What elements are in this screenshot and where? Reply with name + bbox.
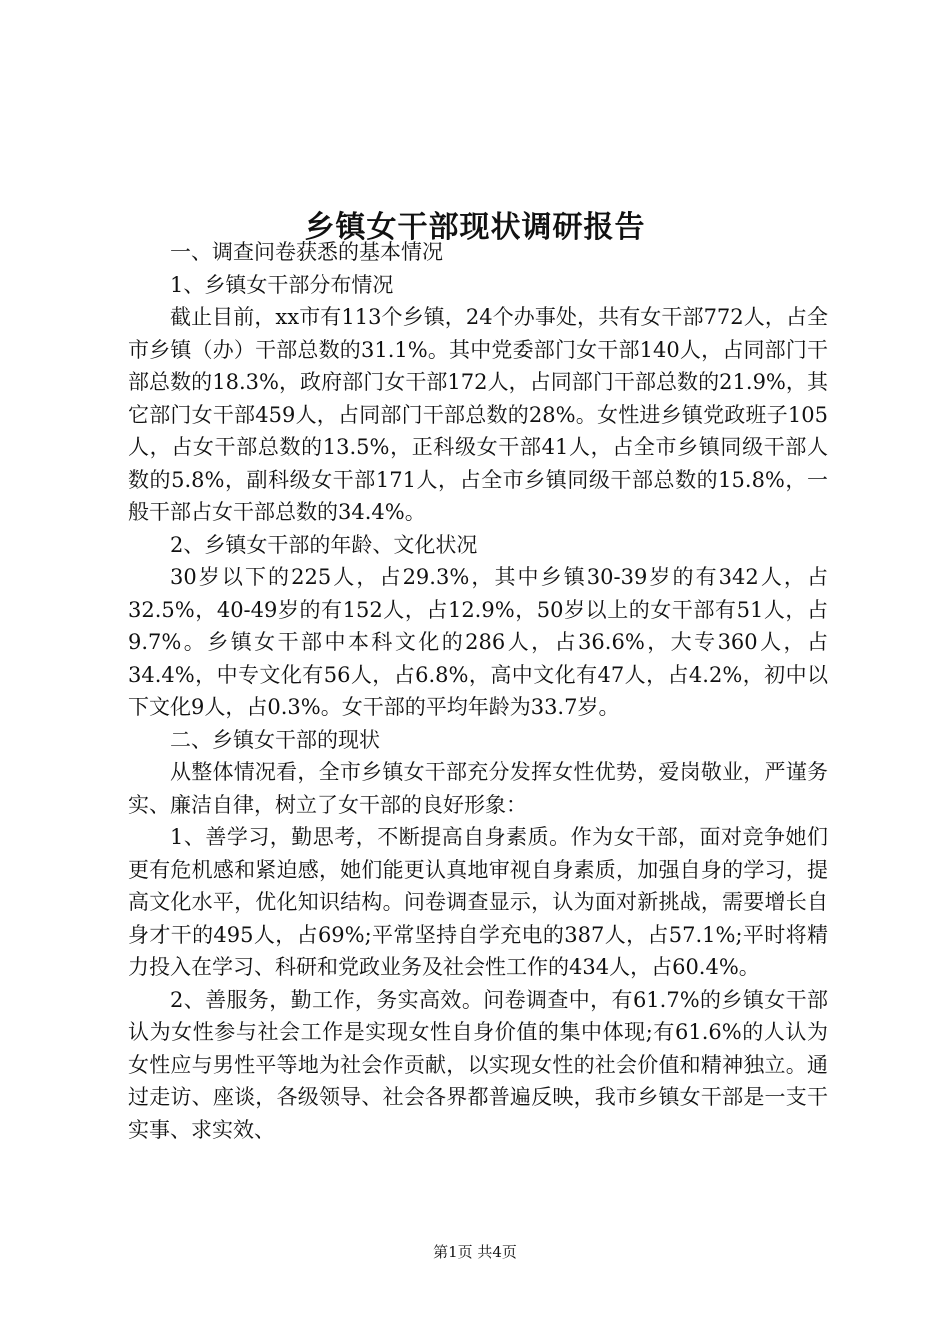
- document-body: [128, 236, 828, 1146]
- page-footer: 第1页 共4页: [433, 1243, 517, 1261]
- section-heading-1: 一、调查问卷获悉的基本情况: [170, 240, 443, 264]
- paragraph-service: 2、善服务，勤工作，务实高效。问卷调查中，有61.7%的乡镇女干部认为女性参与社会工作是实现女性自身价值的集中体现;有61.6%的人认为女性应与男性平等地为社会作贡献，以实现女性的社会价值和精神独立。通过走访、座谈，各级领导、社会各界都普遍反映，我市乡镇女干部是一支干实事、求实效、: [128, 987, 828, 1142]
- subheading-distribution: 1、乡镇女干部分布情况: [170, 272, 394, 297]
- paragraph-learning: 1、善学习，勤思考，不断提高自身素质。作为女干部，面对竞争她们更有危机感和紧迫感，她们能更认真地审视自身素质，加强自身的学习，提高文化水平，优化知识结构。问卷调查显示，认为面对新挑战，需要增长自身才干的495人，占69%;平常坚持自学充电的387人，占57.1%;平时将精力投入在学习、科研和党政业务及社会性工作的434人，占60.4%。: [128, 825, 828, 979]
- document-title: 乡镇女干部现状调研报告: [304, 210, 646, 246]
- paragraph-distribution: 截止目前，xx市有113个乡镇，24个办事处，共有女干部772人，占全市乡镇（办）干部总数的31.1%。其中党委部门女干部140人，占同部门干部总数的18.3%，政府部门女干部172人，占同部门干部总数的21.9%，其它部门女干部459人，占同部门干部总数的28%。女性进乡镇党政班子105人，占女干部总数的13.5%，正科级女干部41人，占全市乡镇同级干部人数的5.8%，副科级女干部171人，占全市乡镇同级干部总数的15.8%，一般干部占女干部总数的34.4%。: [128, 305, 828, 524]
- paragraph-overview: 从整体情况看，全市乡镇女干部充分发挥女性优势，爱岗敬业，严谨务实、廉洁自律，树立了女干部的良好形象：: [128, 760, 828, 817]
- paragraph-age-education: 30岁以下的225人，占29.3%，其中乡镇30-39岁的有342人，占32.5%，40-49岁的有152人，占12.9%，50岁以上的女干部有51人，占9.7%。乡镇女干部中本科文化的286人，占36.6%，大专360人，占34.4%，中专文化有56人，占6.8%，高中文化有47人，占4.2%，初中以下文化9人，占0.3%。女干部的平均年龄为33.7岁。: [128, 565, 828, 719]
- section-heading-2: 二、乡镇女干部的现状: [170, 727, 380, 752]
- subheading-age-education: 2、乡镇女干部的年龄、文化状况: [170, 532, 478, 557]
